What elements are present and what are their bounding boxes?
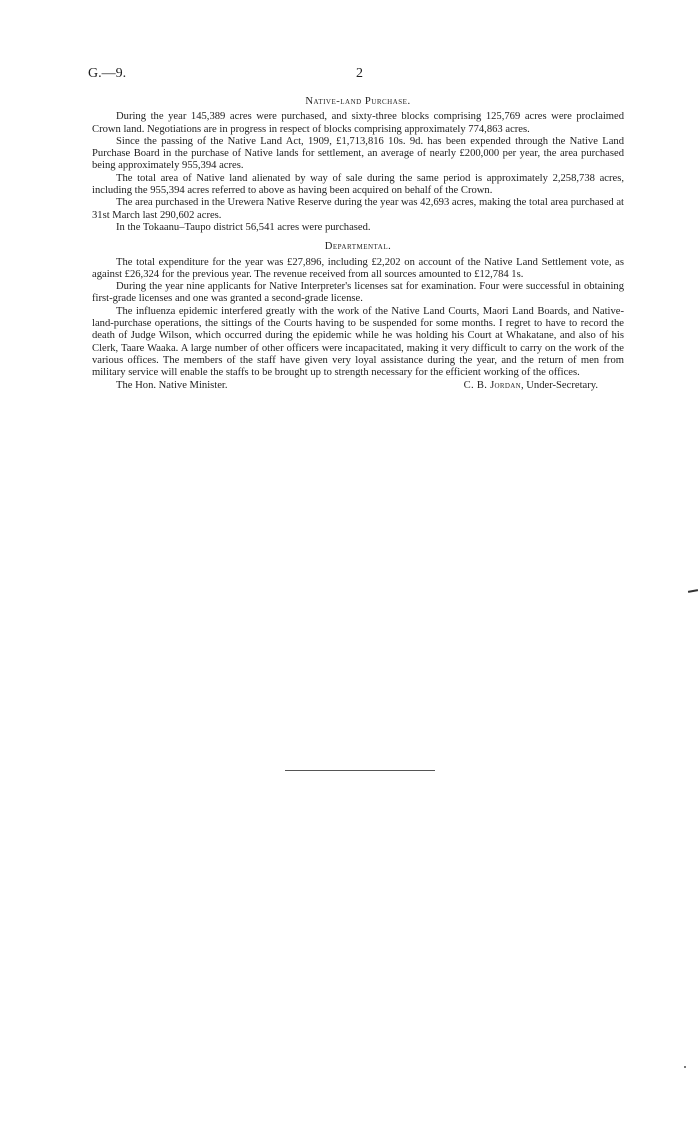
paragraph: The influenza epidemic interfered greatly with the work of the Native Land Courts, Maori Land Boards, and Native-land-purchase operations, the sittings of the Courts having to be suspended for some months. I regret to have to record the death of Judge Wilson, which occurred during the epidemic while he was holding his Court at Whakatane, and also of his Clerk, Taare Waaka. A large number of other officers were incapacitated, making it very difficult to carry on the work of the various offices. The members of the staff have given very loyal assistance during the year, and the return of men from military service will enable the staffs to be brought up to strength necessary for the efficient working of the offices. bbox=[92, 305, 624, 379]
page-number: 2 bbox=[356, 66, 363, 81]
scan-speck bbox=[684, 1066, 686, 1068]
signer bbox=[464, 380, 598, 392]
paragraph: The total area of Native land alienated by way of sale during the same period is approximately 2,258,738 acres, including the 955,394 acres referred to above as having been acquired on behalf of the Crown. bbox=[92, 172, 624, 197]
scan-mark bbox=[688, 589, 698, 593]
paragraph: In the Tokaanu–Taupo district 56,541 acres were purchased. bbox=[116, 221, 371, 233]
paragraph: The total expenditure for the year was £27,896, including £2,202 on account of the Native Land Settlement vote, as against £26,324 for the previous year. The revenue received from all sources amounted to £12,784 1s. bbox=[92, 256, 624, 280]
signer-name: C. B. Jordan bbox=[463, 379, 521, 391]
end-rule bbox=[285, 770, 435, 771]
section-heading-departmental: Departmental. bbox=[324, 241, 392, 253]
paragraph: During the year nine applicants for Native Interpreter's licenses sat for examination. Four were successful in obtaining first-grade licenses and one was granted a second-grade license. bbox=[92, 281, 624, 305]
signature-block bbox=[92, 380, 624, 392]
paragraph: During the year 145,389 acres were purchased, and sixty-three blocks comprising 125,769 acres were proclaimed Crown land. Negotiations are in progress in respect of blocks comprising approximately 774,863 acres. bbox=[92, 111, 624, 135]
section-heading-native-land-purchase: Native-land Purchase. bbox=[305, 96, 411, 107]
paragraph: Since the passing of the Native Land Act, 1909, £1,713,816 10s. 9d. has been expended through the Native Land Purchase Board in the purchase of Native lands for settlement, an average of nearly £200,000 per year, the area purchased being approximately 955,394 acres. bbox=[92, 135, 624, 172]
document-reference: G.—9. bbox=[88, 66, 127, 81]
page-header bbox=[88, 66, 648, 84]
signer-title: , Under-Secretary. bbox=[520, 379, 598, 391]
paragraph: The area purchased in the Urewera Native Reserve during the year was 42,693 acres, making the total area purchased at 31st March last 290,602 acres. bbox=[92, 197, 624, 221]
addressee: The Hon. Native Minister. bbox=[116, 379, 228, 391]
document-body bbox=[92, 96, 624, 392]
